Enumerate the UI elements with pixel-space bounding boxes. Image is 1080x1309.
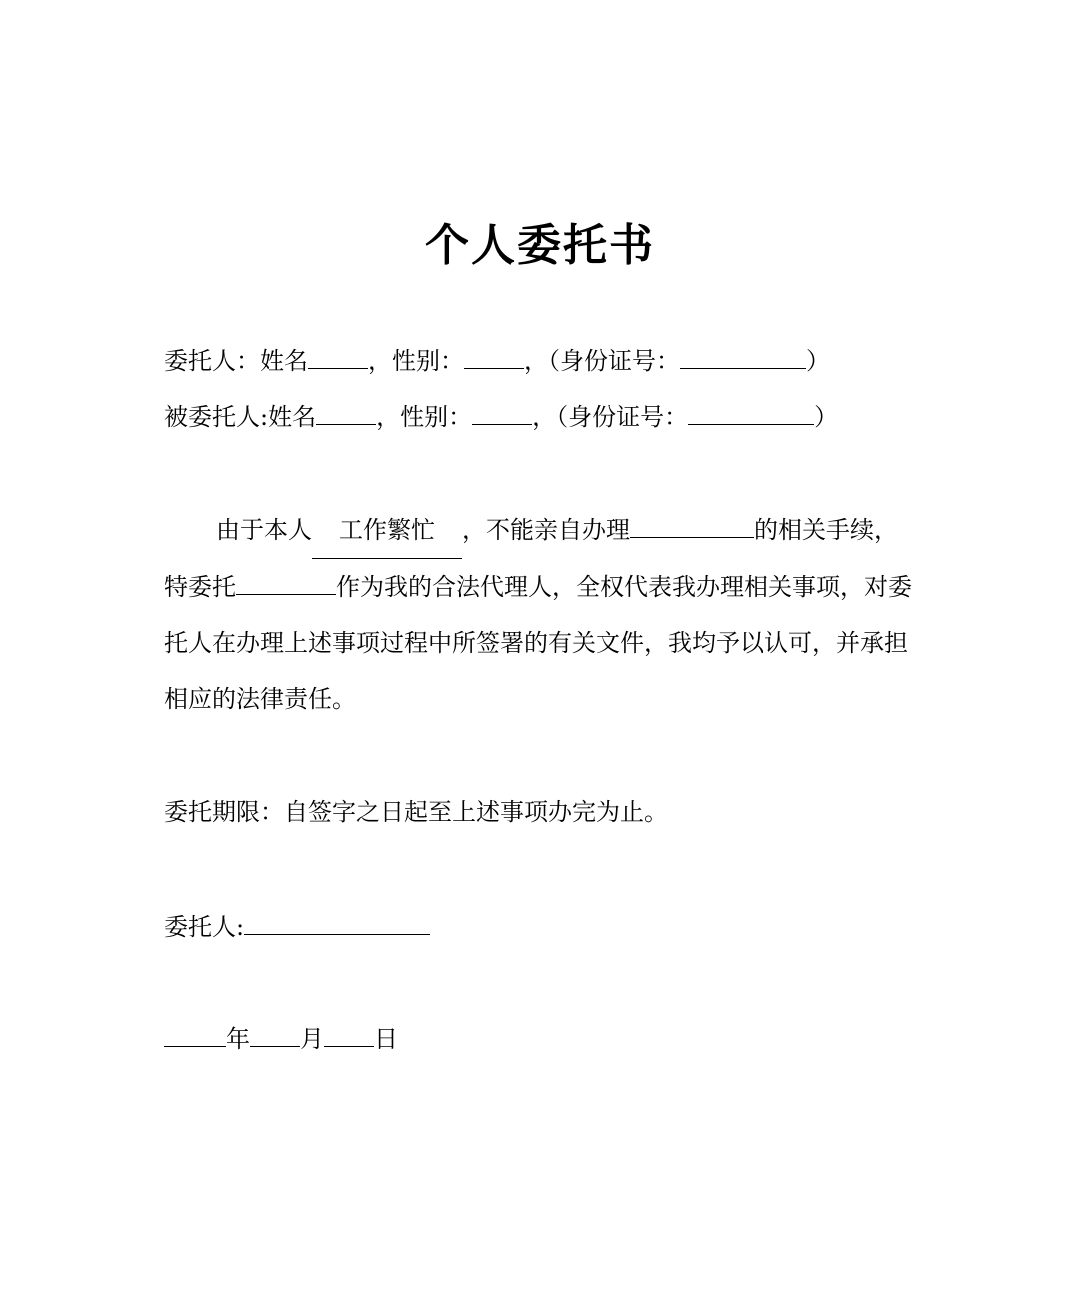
signature-label: 委托人:: [164, 913, 245, 941]
month-label: 月: [300, 1025, 324, 1053]
day-label: 日: [374, 1025, 398, 1053]
agent-blank[interactable]: [236, 570, 336, 595]
body-part3: 的相关手续，特委托: [164, 516, 898, 601]
body-part2: ，不能亲自办理: [462, 516, 630, 544]
agent-name-blank[interactable]: [316, 400, 376, 425]
reason-field[interactable]: 工作繁忙: [312, 502, 462, 559]
principal-gender-label: ，性别：: [368, 347, 464, 375]
year-label: 年: [226, 1025, 250, 1053]
principal-name-blank[interactable]: [308, 344, 368, 369]
agent-name-label: 被委托人:姓名: [164, 403, 317, 431]
body-part4: 作为我的合法代理人，全权代表我办理相关事项，对委托人在办理上述事项过程中所签署的有关文件，我均予以认可，并承担相应的法律责任。: [164, 573, 912, 713]
principal-name-label: 委托人：姓名: [164, 347, 308, 375]
body-paragraph: [164, 502, 916, 727]
signature-blank[interactable]: [244, 910, 430, 935]
year-blank[interactable]: [164, 1022, 226, 1047]
agent-id-blank[interactable]: [688, 400, 814, 425]
agent-id-label: ，（身份证号：: [532, 403, 689, 431]
signature-line: [164, 910, 430, 943]
day-blank[interactable]: [324, 1022, 374, 1047]
principal-id-close: ）: [806, 347, 830, 375]
principal-line: [164, 344, 830, 377]
matter-blank[interactable]: [630, 513, 754, 538]
term-line: 委托期限：自签字之日起至上述事项办完为止。: [164, 798, 668, 826]
agent-line: [164, 400, 838, 433]
agent-id-close: ）: [814, 403, 839, 431]
body-part1: 由于本人: [216, 516, 312, 544]
document-title: 个人委托书: [425, 220, 655, 271]
principal-gender-blank[interactable]: [464, 344, 524, 369]
principal-id-label: ，（身份证号：: [524, 347, 680, 375]
month-blank[interactable]: [250, 1022, 300, 1047]
agent-gender-label: ，性别：: [376, 403, 473, 431]
principal-id-blank[interactable]: [680, 344, 806, 369]
agent-gender-blank[interactable]: [472, 400, 532, 425]
date-line: [164, 1022, 398, 1055]
